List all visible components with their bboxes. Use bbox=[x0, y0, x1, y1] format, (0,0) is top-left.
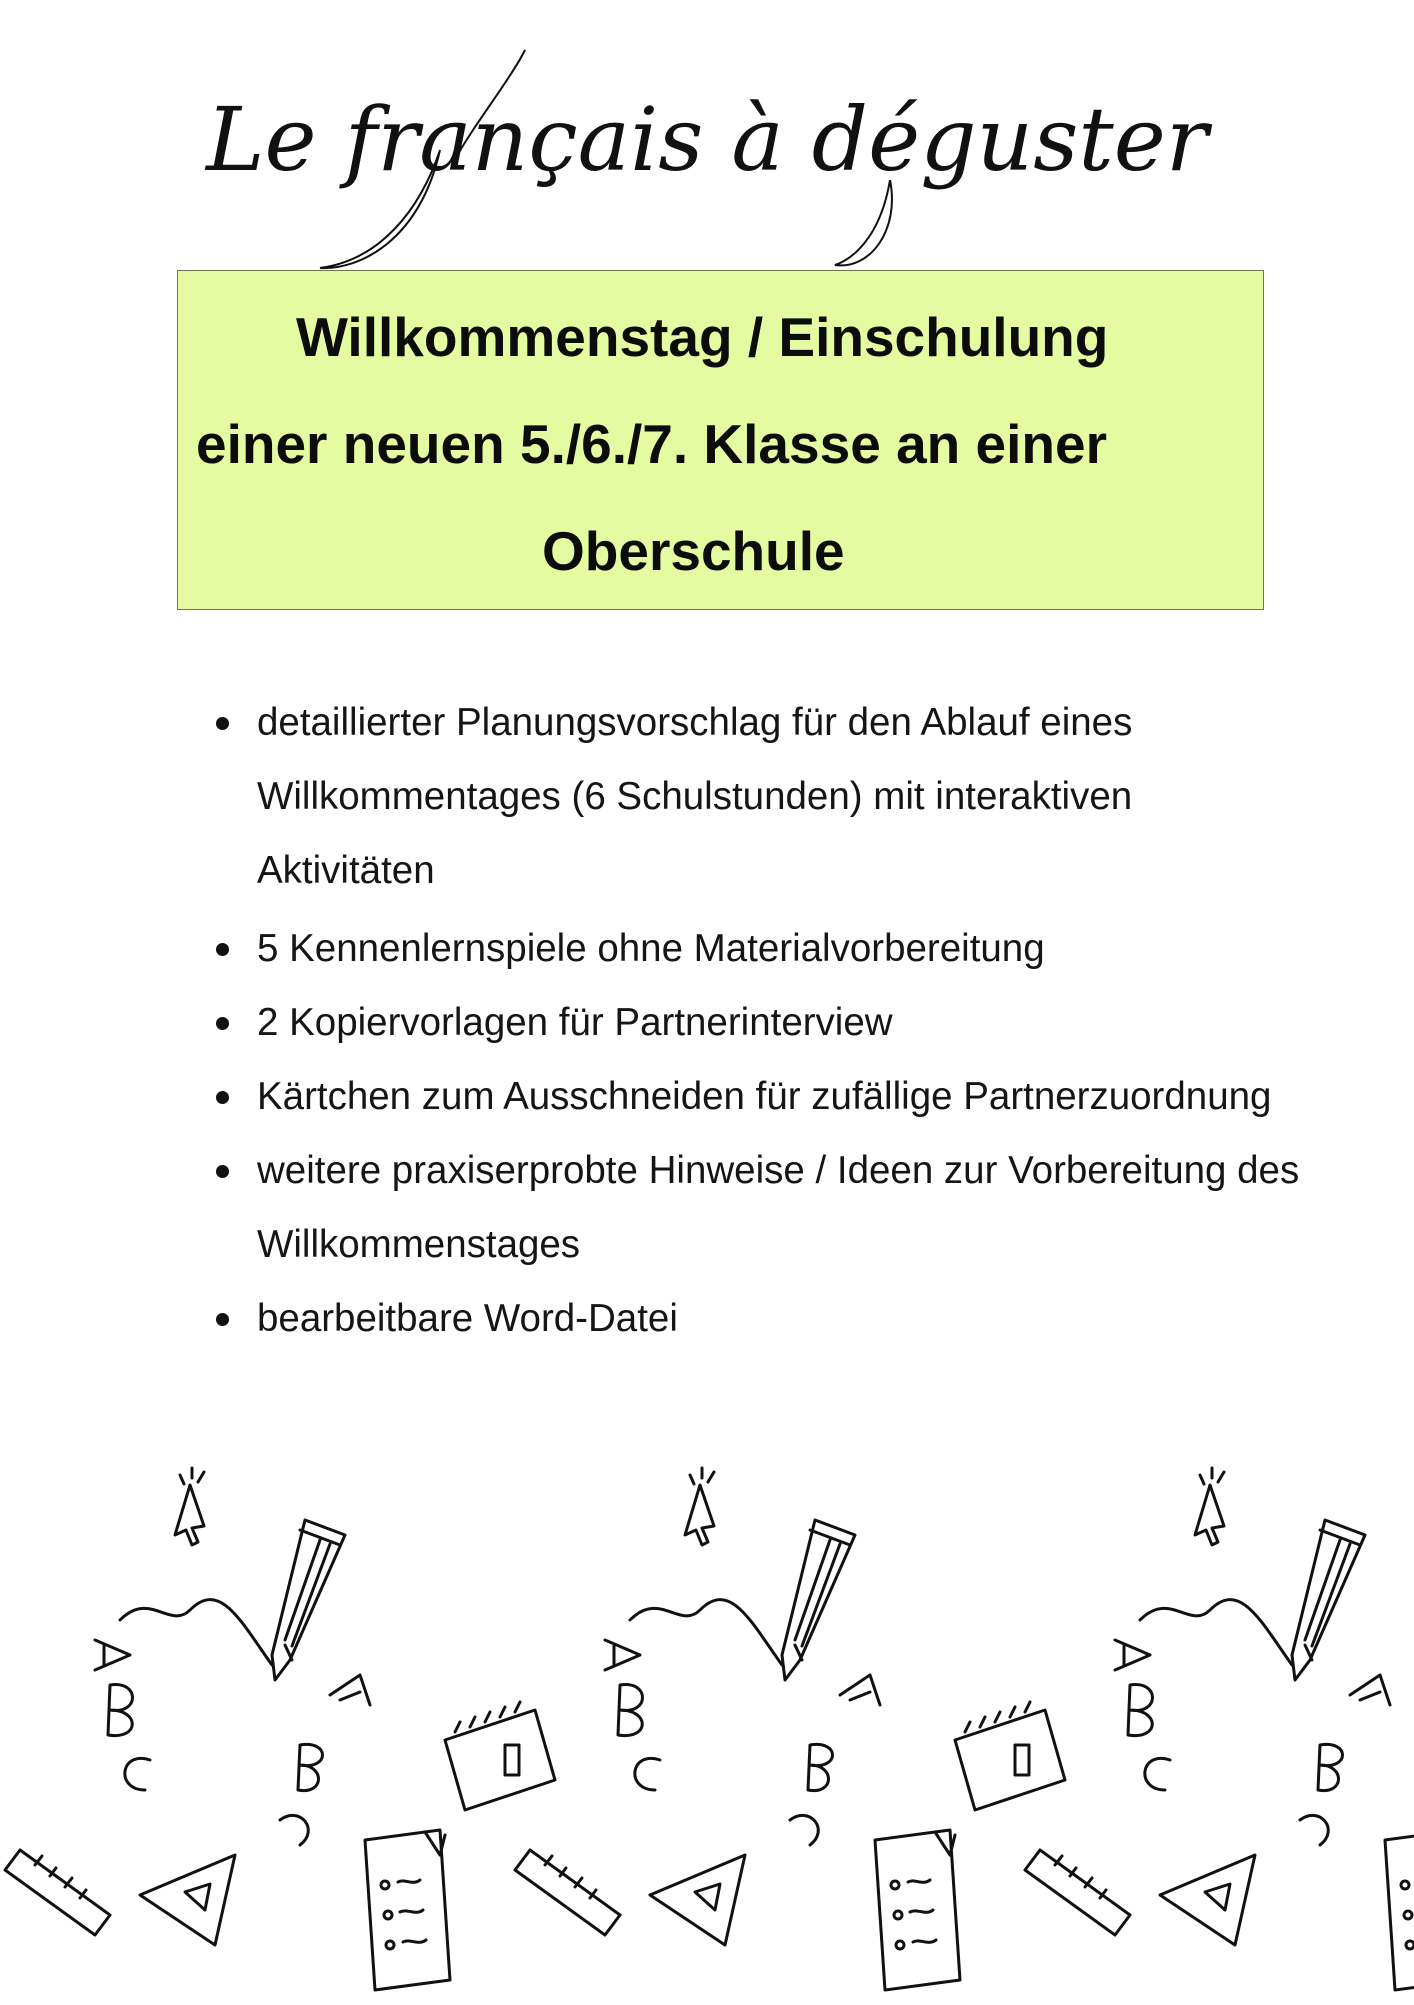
list-item: 2 Kopiervorlagen für Partnerinterview bbox=[200, 986, 1300, 1060]
title-line-1: Willkommenstag / Einschulung bbox=[296, 306, 1109, 368]
feature-list bbox=[200, 686, 1300, 1356]
list-item: bearbeitbare Word-Datei bbox=[200, 1282, 1300, 1356]
title-line-2: einer neuen 5./6./7. Klasse an einer bbox=[196, 413, 1107, 475]
list-item: 5 Kennenlernspiele ohne Materialvorbereitung bbox=[200, 912, 1300, 986]
list-item: detaillierter Planungsvorschlag für den Ablauf eines Willkommentages (6 Schulstunden) mit interaktiven Aktivitäten bbox=[200, 686, 1300, 908]
brand-logo-text: Le français à déguster bbox=[206, 88, 1208, 191]
doodle-border bbox=[0, 1460, 1414, 2000]
list-item: weitere praxiserprobte Hinweise / Ideen zur Vorbereitung des Willkommenstages bbox=[200, 1134, 1300, 1282]
title-line-3: Oberschule bbox=[542, 520, 845, 582]
list-item: Kärtchen zum Ausschneiden für zufällige Partnerzuordnung bbox=[200, 1060, 1300, 1134]
brand-logo bbox=[0, 40, 1414, 280]
title-box bbox=[177, 270, 1264, 610]
